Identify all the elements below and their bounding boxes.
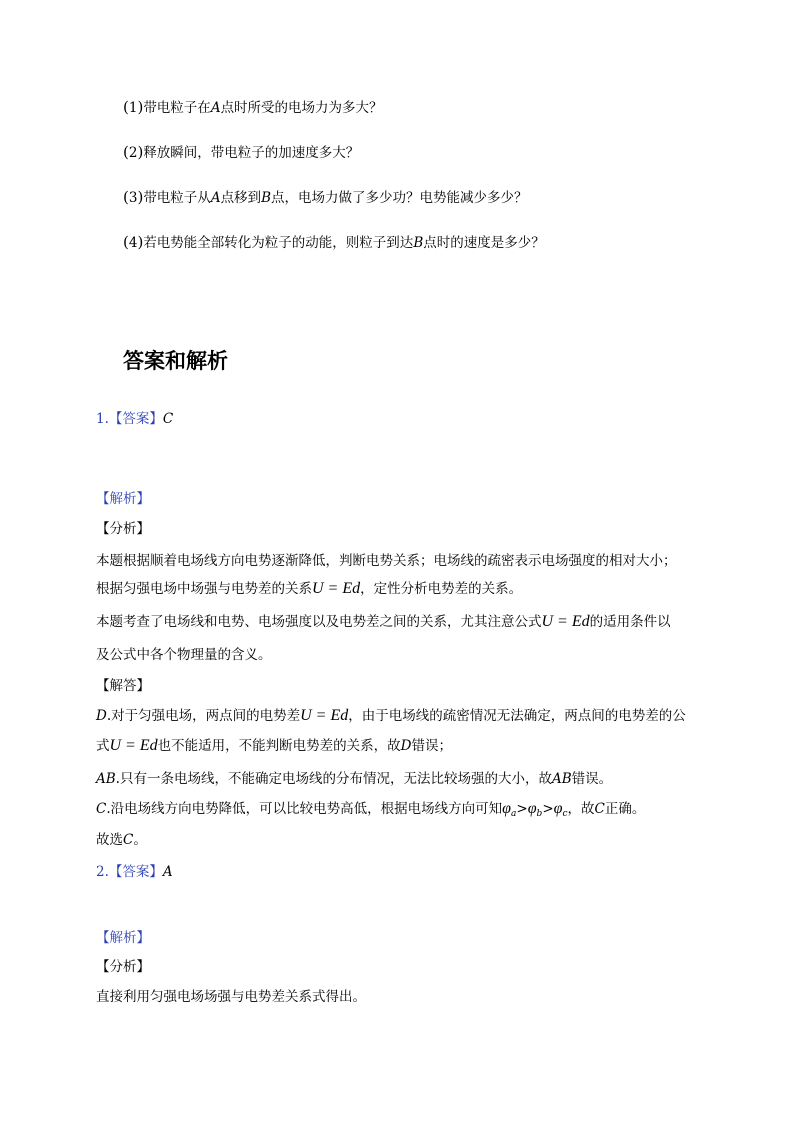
analysis-label: 【解析】 <box>96 491 150 507</box>
paragraph: C.沿电场线方向电势降低，可以比较电势高低，根据电场线方向可知$\varphi_a>\varphi_b>\varphi_c$，故C正确。 <box>96 800 646 819</box>
question-3: (3)带电粒子从A点移到B点，电场力做了多少功？电势能减少多少？ <box>123 188 528 206</box>
question-4: (4)若电势能全部转化为粒子的动能，则粒子到达B点时的速度是多少？ <box>123 233 545 251</box>
fenxi-label: 【分析】 <box>96 959 150 975</box>
fenxi-label: 【分析】 <box>96 521 150 537</box>
paragraph: 直接利用匀强电场场强与电势差关系式得出。 <box>96 989 366 1005</box>
paragraph: 本题考查了电场线和电势、电场强度以及电势差之间的关系，尤其注意公式U = Ed的适用条件以 <box>96 613 671 630</box>
conclusion: 故选C。 <box>96 832 147 848</box>
paragraph: AB.只有一条电场线，不能确定电场线的分布情况，无法比较场强的大小，故AB错误。 <box>96 771 613 787</box>
answer-2-value: A <box>162 864 173 880</box>
paragraph: 根据匀强电场中场强与电势差的关系U = Ed，定性分析电势差的关系。 <box>96 580 523 597</box>
answer-1 <box>96 409 173 429</box>
paragraph: 式U = Ed也不能适用，不能判断电势差的关系，故D错误； <box>96 737 452 754</box>
analysis-label: 【解析】 <box>96 930 150 946</box>
question-1: (1)带电粒子在A点时所受的电场力为多大？ <box>123 98 383 116</box>
answer-1-label: 1.【答案】 <box>96 411 163 427</box>
paragraph: D.对于匀强电场，两点间的电势差U = Ed，由于电场线的疏密情况无法确定，两点间的电势差的公 <box>96 707 686 724</box>
section-heading: 答案和解析 <box>123 349 228 373</box>
jieda-label: 【解答】 <box>96 678 150 694</box>
answer-1-value: C <box>162 411 174 427</box>
paragraph: 及公式中各个物理量的含义。 <box>96 647 272 663</box>
paragraph: 本题根据顺着电场线方向电势逐渐降低，判断电势关系；电场线的疏密表示电场强度的相对大小； <box>96 553 677 569</box>
answer-2-label: 2.【答案】 <box>96 864 163 880</box>
answer-2 <box>96 862 173 882</box>
question-2: (2)释放瞬间，带电粒子的加速度多大？ <box>123 143 360 161</box>
